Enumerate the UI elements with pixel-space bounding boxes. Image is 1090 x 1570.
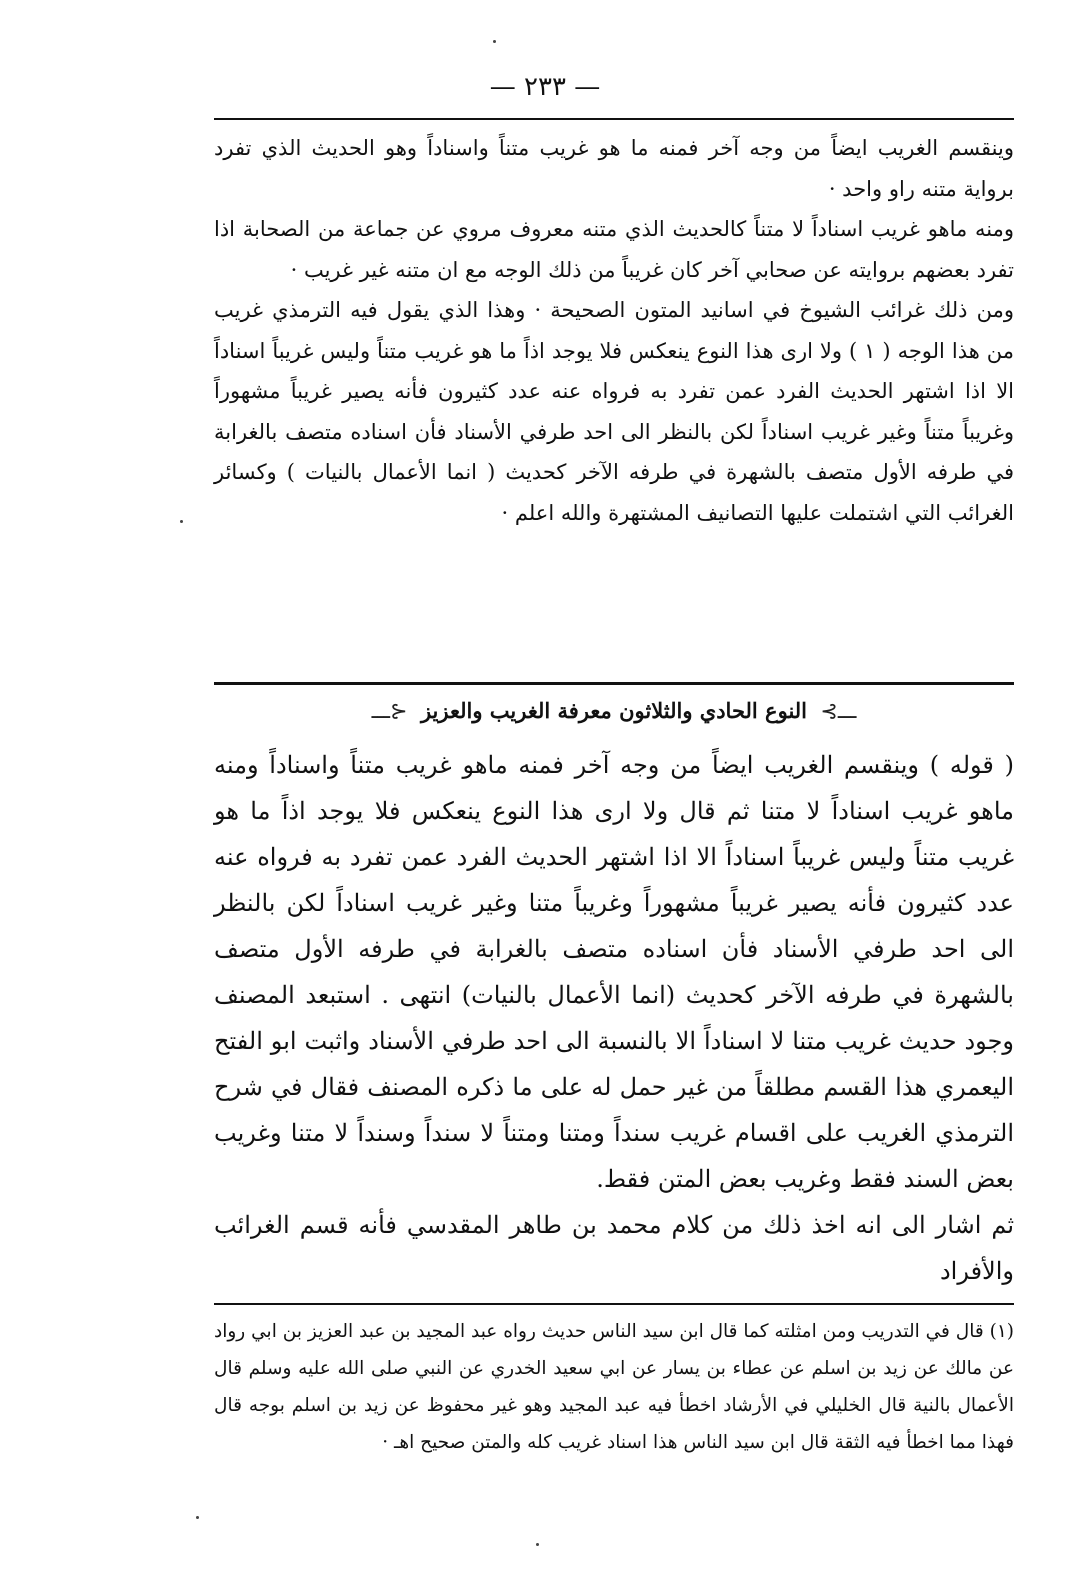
section-heading [214, 698, 1014, 723]
page-number: — ٢٣٣ — [489, 72, 601, 102]
commentary-paragraph: ثم اشار الى انه اخذ ذلك من كلام محمد بن طاهر المقدسي فأنه قسم الغرائب والأفراد [214, 1211, 1014, 1285]
ornament-right-icon: ـــ⊱ [820, 699, 857, 723]
commentary-text [214, 742, 1014, 1294]
footnote-rule [214, 1303, 1014, 1305]
matn-paragraph: ومن ذلك غرائب الشيوخ في اسانيد المتون الصحيحة · وهذا الذي يقول فيه الترمذي غريب من هذا الوجه ( ١ ) ولا ارى هذا النوع ينعكس فلا يوجد اذاً ما هو غريب متناً وليس غريباً اسناداً الا اذا اشتهر الحديث الفرد عمن تفرد به فرواه عنه عدد كثيرون فأنه يصير غريباً مشهوراً وغريباً متناً وغير غريب اسناداً لكن بالنظر الى احد طرفي الأسناد فأن اسناده متصف بالغرابة في طرفه الأول متصف بالشهرة في طرفه الآخر كحديث ( انما الأعمال بالنيات ) وكسائر الغرائب التي اشتملت عليها التصانيف المشتهرة والله اعلم · [214, 298, 1014, 525]
footnote [214, 1313, 1014, 1461]
scan-speck [493, 40, 496, 43]
scan-speck [536, 1543, 539, 1546]
section-title: النوع الحادي والثلاثون معرفة الغريب والعزيز [420, 698, 808, 723]
section-divider [214, 682, 1014, 685]
header-rule [214, 118, 1014, 120]
matn-paragraph: ومنه ماهو غريب اسناداً لا متناً كالحديث الذي متنه معروف مروي عن جماعة من الصحابة اذا تفرد بعضهم بروايته عن صحابي آخر كان غريباً من ذلك الوجه مع ان متنه غير غريب · [214, 217, 1014, 282]
footnote-text: (١) قال في التدريب ومن امثلته كما قال ابن سيد الناس حديث رواه عبد المجيد بن عبد العزيز بن ابي رواد عن مالك عن زيد بن اسلم عن عطاء بن يسار عن ابي سعيد الخدري عن النبي صلى الله عليه وسلم قال الأعمال بالنية قال الخليلي في الأرشاد اخطأ فيه عبد المجيد وهو غير محفوظ عن زيد بن اسلم بوجه قال فهذا مما اخطأ فيه الثقة قال ابن سيد الناس هذا اسناد غريب كله والمتن صحيح اهـ · [214, 1321, 1014, 1453]
matn-text [214, 128, 1014, 533]
scan-speck [180, 520, 183, 523]
ornament-left-icon: ⊰ـــ [371, 699, 408, 723]
scan-speck [196, 1516, 199, 1519]
matn-paragraph: وينقسم الغريب ايضاً من وجه آخر فمنه ما هو غريب متناً واسناداً وهو الحديث الذي تفرد برواية متنه راو واحد · [214, 136, 1014, 201]
commentary-paragraph: ( قوله ) وينقسم الغريب ايضاً من وجه آخر فمنه ماهو غريب متناً واسناداً ومنه ماهو غريب اسناداً لا متنا ثم قال ولا ارى هذا النوع ينعكس فلا يوجد اذاً ما هو غريب متناً وليس غريباً اسناداً الا اذا اشتهر الحديث الفرد عمن تفرد به فرواه عنه عدد كثيرون فأنه يصير غريباً مشهوراً وغريباً متنا وغير غريب اسناداً لكن بالنظر الى احد طرفي الأسناد فأن اسناده متصف بالغرابة في طرفه الأول متصف بالشهرة في طرفه الآخر كحديث (انما الأعمال بالنيات) انتهى . استبعد المصنف وجود حديث غريب متنا لا اسناداً الا بالنسبة الى احد طرفي الأسناد واثبت ابو الفتح اليعمري هذا القسم مطلقاً من غير حمل له على ما ذكره المصنف فقال في شرح الترمذي الغريب على اقسام غريب سنداً ومتنا ومتناً لا سنداً وسنداً لا متنا وغريب بعض السند فقط وغريب بعض المتن فقط. [214, 751, 1014, 1193]
